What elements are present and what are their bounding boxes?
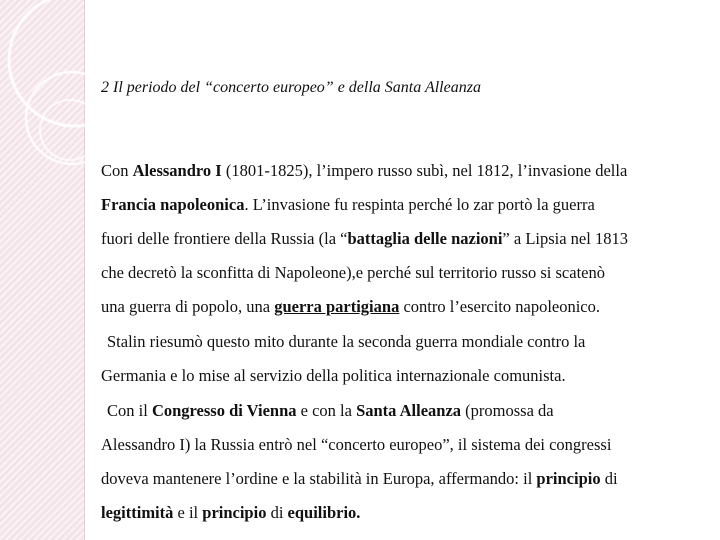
decorative-circle-large — [9, 0, 141, 126]
emphasis-alessandro-i: Alessandro I — [132, 161, 222, 180]
emphasis-principio: principio — [536, 469, 601, 488]
paragraph-3-line-1: Con il Congresso di Vienna e con la Santa Alleanza (promossa da — [107, 401, 554, 420]
slide-title: 2 Il periodo del “concerto europeo” e della Santa Alleanza — [101, 79, 481, 96]
emphasis-battaglia-delle-nazioni: battaglia delle nazioni — [347, 229, 503, 248]
emphasis-santa-alleanza: Santa Alleanza — [356, 401, 462, 420]
paragraph-1-line-2: Francia napoleonica. L’invasione fu respinta perché lo zar portò la guerra — [101, 195, 595, 214]
paragraph-2-line-1: Stalin riesumò questo mito durante la seconda guerra mondiale contro la — [107, 332, 586, 351]
paragraph-1-line-3: fuori delle frontiere della Russia (la “battaglia delle nazioni” a Lipsia nel 1813 — [101, 229, 628, 248]
emphasis-principio-2: principio — [202, 503, 267, 522]
paragraph-3-line-3: doveva mantenere l’ordine e la stabilità in Europa, affermando: il principio di — [101, 469, 618, 488]
paragraph-1-line-5: una guerra di popolo, una guerra partigiana contro l’esercito napoleonico. — [101, 297, 601, 316]
paragraph-1-line-1: Con Alessandro I (1801-1825), l’impero russo subì, nel 1812, l’invasione della — [101, 161, 628, 180]
paragraph-1-line-4: che decretò la sconfitta di Napoleone),e perché sul territorio russo si scatenò — [101, 263, 605, 282]
emphasis-congresso-di-vienna: Congresso di Vienna — [151, 401, 297, 420]
emphasis-francia-napoleonica: Francia napoleonica — [101, 195, 245, 214]
emphasis-guerra-partigiana: guerra partigiana — [274, 297, 400, 316]
paragraph-3-line-4: legittimità e il principio di equilibrio. — [101, 503, 361, 522]
emphasis-legittimita: legittimità — [101, 503, 174, 522]
paragraph-3-line-2: Alessandro I) la Russia entrò nel “concerto europeo”, il sistema dei congressi — [101, 435, 612, 454]
emphasis-equilibrio: equilibrio. — [287, 503, 361, 522]
decorative-circle-small — [40, 100, 100, 160]
slide-body — [101, 154, 706, 530]
paragraph-2-line-2: Germania e lo mise al servizio della politica internazionale comunista. — [101, 366, 566, 385]
